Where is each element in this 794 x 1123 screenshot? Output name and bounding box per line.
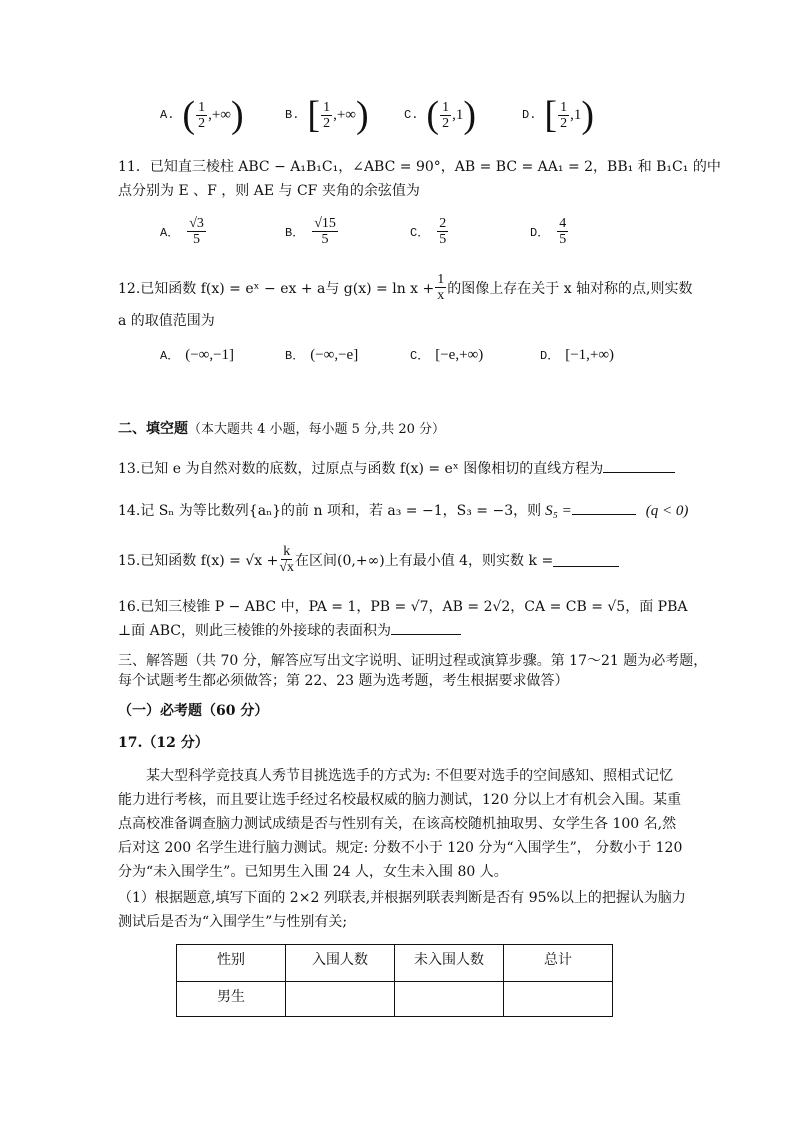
q10-option-c: C. ( $\frac{1}{2}$ ,1 ) xyxy=(404,94,476,136)
table-header-row xyxy=(177,945,613,982)
q10-option-b: B. [ $\frac{1}{2}$ ,+∞ ) xyxy=(285,94,369,136)
fraction: $\frac{√3}{5}$ xyxy=(189,216,204,247)
answer-blank xyxy=(572,500,636,515)
q12-options xyxy=(160,344,620,368)
table-header: 入围人数 xyxy=(286,945,395,982)
q11-options xyxy=(160,216,600,256)
q17-title: 17.（12 分） xyxy=(118,735,209,751)
table-cell[interactable] xyxy=(395,982,504,1017)
answer-blank xyxy=(391,620,461,635)
section2-heading: 二、填空题（本大题共 4 小题，每小题 5 分,共 20 分） xyxy=(118,421,446,437)
fraction: $\frac{√15}{5}$ xyxy=(314,216,336,247)
q11-line2: 点分别为 E 、F ，则 AE 与 CF 夹角的余弦值为 xyxy=(118,183,420,199)
table-header: 性别 xyxy=(177,945,286,982)
para-line: （1）根据题意,填写下面的 2×2 列联表,并根据列联表判断是否有 95%以上的把握认为脑力 xyxy=(118,890,686,906)
answer-blank xyxy=(603,458,675,473)
table-cell: 男生 xyxy=(177,982,286,1017)
q15-text: 15.已知函数 f(x) = √x + $\frac{k}{√x}$ 在区间(0,+∞)上有最小值 4，则实数 k = xyxy=(118,544,619,575)
para-line: 某大型科学竞技真人秀节目挑选选手的方式为: 不但要对选手的空间感知、照相式记忆 xyxy=(146,768,674,784)
contingency-table xyxy=(176,944,613,1017)
option-label: C. xyxy=(404,108,419,122)
section3-line1: 三、解答题（共 70 分，解答应写出文字说明、证明过程或演算步骤。第 17～21 题为必考题， xyxy=(118,653,708,669)
fraction: $\frac{2}{5}$ xyxy=(439,216,447,247)
fraction: $\frac{4}{5}$ xyxy=(559,216,567,247)
fraction: $\frac{k}{√x}$ xyxy=(279,544,295,575)
q12-option-a: A． (−∞,−1] xyxy=(160,347,235,363)
para-line: 后对这 200 名学生进行脑力测试。规定: 分数不小于 120 分为“入围学生”， 分数小于 120 xyxy=(118,840,683,856)
fraction: $\frac{1}{x}$ xyxy=(437,272,445,303)
option-label: D. xyxy=(522,108,537,122)
q10-option-d: D. [ $\frac{1}{2}$ ,1 ) xyxy=(522,94,594,136)
q12-line1: 12.已知函数 f(x) = eˣ − ex + a与 g(x) = ln x + $\frac{1}{x}$ 的图像上存在关于 x 轴对称的点,则实数 xyxy=(118,272,693,303)
table-cell[interactable] xyxy=(286,982,395,1017)
para-line: 点高校准备调查脑力测试成绩是否与性别有关，在该高校随机抽取男、女学生各 100 名,然 xyxy=(118,816,677,832)
para-line: 分为“未入围学生”。已知男生入围 24 人，女生未入围 80 人。 xyxy=(118,864,508,880)
q16-line1: 16.已知三棱锥 P − ABC 中，PA = 1，PB = √7，AB = 2√2，CA = CB = √5，面 PBA xyxy=(118,599,688,615)
q10-options xyxy=(160,96,600,140)
table-cell[interactable] xyxy=(504,982,613,1017)
para-line: 能力进行考核，而且要让选手经过名校最权威的脑力测试，120 分以上才有机会入围。某重 xyxy=(118,792,682,808)
q11-line1: 11．已知直三棱柱 ABC − A₁B₁C₁，∠ABC = 90°，AB = BC = AA₁ = 2，BB₁ 和 B₁C₁ 的中 xyxy=(118,159,721,175)
answer-blank xyxy=(553,552,619,567)
q17-sub1 xyxy=(118,886,688,934)
q11-option-b: B． $\frac{√15}{5}$ xyxy=(285,216,336,247)
fraction: $\frac{1}{2}$ xyxy=(560,99,568,131)
q12-option-b: B． (−∞,−e] xyxy=(285,347,359,363)
option-label: A. xyxy=(160,108,175,122)
section3-line2: 每个试题考生都必须做答；第 22、23 题为选考题，考生根据要求做答） xyxy=(118,673,569,689)
q17-paragraph xyxy=(118,764,688,884)
table-header: 总计 xyxy=(504,945,613,982)
q16-line2: ⊥面 ABC，则此三棱锥的外接球的表面积为 xyxy=(118,620,461,640)
fraction: $\frac{1}{2}$ xyxy=(323,99,331,131)
option-label: B. xyxy=(285,108,300,122)
para-line: 测试后是否为“入围学生”与性别有关; xyxy=(118,914,348,930)
q12-line2: a 的取值范围为 xyxy=(118,313,215,329)
q11-option-a: A． $\frac{√3}{5}$ xyxy=(160,216,204,247)
q12-option-d: D． [−1,+∞) xyxy=(540,347,615,363)
q13-text: 13.已知 e 为自然对数的底数，过原点与函数 f(x) = eˣ 图像相切的直线方程为 xyxy=(118,458,675,478)
q11-option-d: D． $\frac{4}{5}$ xyxy=(530,216,567,247)
q12-option-c: C． [−e,+∞) xyxy=(410,347,484,363)
fraction: $\frac{1}{2}$ xyxy=(442,99,450,131)
q11-option-c: C． $\frac{2}{5}$ xyxy=(410,216,447,247)
required-heading: （一）必考题（60 分） xyxy=(118,703,269,719)
table-header: 未入围人数 xyxy=(395,945,504,982)
q10-option-a: A. ( $\frac{1}{2}$ ,+∞ ) xyxy=(160,94,244,136)
fraction: $\frac{1}{2}$ xyxy=(198,99,206,131)
table-row xyxy=(177,982,613,1017)
q14-text: 14.记 Sₙ 为等比数列{aₙ}的前 n 项和，若 a₃ = −1，S₃ = −3，则 S₅ = (q < 0) xyxy=(118,500,688,520)
